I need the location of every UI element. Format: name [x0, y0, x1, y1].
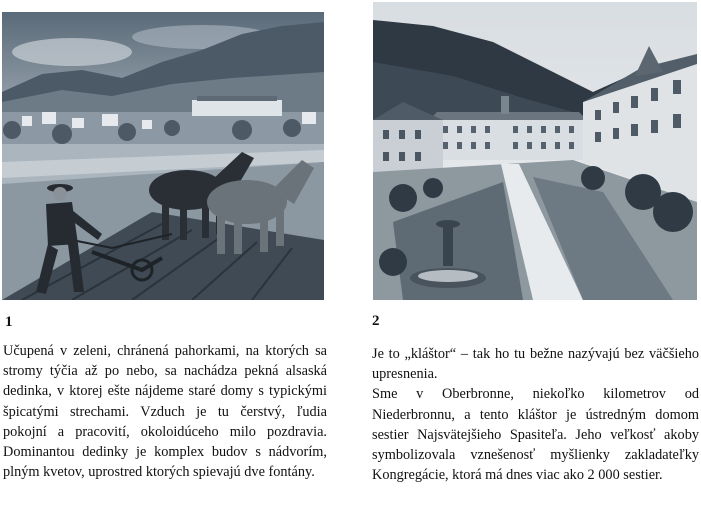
paragraph: Sme v Oberbronne, niekoľko kilometrov od Niederbronnu, a tento kláštor je ústredným domom sestier Najsvätejšieho Spasiteľa. Jeho veľkosť akoby symbolizovala vznešenosť myšlienky zakladateľky Kongregácie, ktorá má dnes viac ako 2 000 sestier. — [372, 386, 699, 484]
panel-text — [372, 344, 699, 485]
ploughing-illustration — [2, 12, 324, 300]
panel-number: 1 — [5, 314, 13, 330]
panel-number: 2 — [372, 313, 380, 329]
panel-text — [3, 341, 327, 482]
paragraph: Učupená v zeleni, chránená pahorkami, na ktorých sa stromy týčia až po nebo, sa nachádza pekná alsaská dedinka, v ktorej ešte nájdeme staré domy s typickými špicatými strechami. Vzduch je tu čerstvý, ľudia pokojní a pracovití, okoloidúceho milo pozdravia. Dominantou dedinky je komplex budov s nádvorím, plným kvetov, uprostred ktorých spievajú dve fontány. — [3, 343, 327, 481]
convent-courtyard-illustration — [373, 2, 697, 300]
paragraph: Je to „kláštor“ – tak ho tu bežne nazývajú bez väčšieho upresnenia. — [372, 346, 699, 383]
